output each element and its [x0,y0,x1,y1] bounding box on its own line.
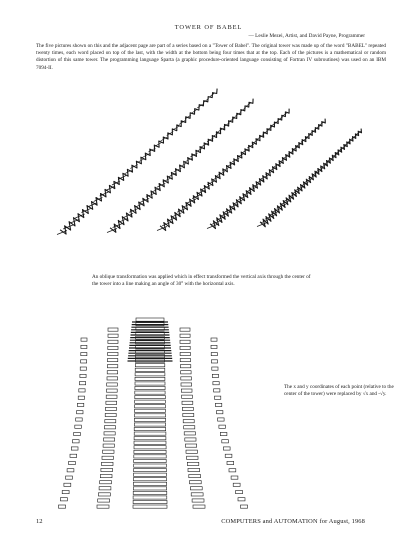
sqrt-tower-segment [225,454,232,457]
sqrt-tower-segment [181,383,192,386]
sqrt-tower-segment [190,481,202,484]
sqrt-tower-segment [75,425,82,428]
oblique-glyph-mark [196,148,203,152]
sqrt-tower-segment [105,420,116,423]
sqrt-tower-segment [133,505,167,508]
sqrt-tower-segment [106,395,117,398]
sqrt-tower-segment [212,374,218,377]
sqrt-tower-segment [81,360,87,363]
sqrt-tower-segment [106,407,117,410]
sqrt-tower-segment [184,426,195,429]
oblique-glyph-mark [252,140,258,144]
sqrt-tower-segment [135,382,165,385]
oblique-glyph-mark [237,153,244,157]
sqrt-tower-segment [134,446,166,449]
sqrt-tower-segment [59,505,66,508]
sqrt-tower-segment [101,468,113,471]
sqrt-tower-segment [217,411,223,414]
sqrt-tower-segment [73,440,80,443]
sqrt-tower-segment [215,396,221,399]
sqrt-tower-segment [181,389,192,392]
sqrt-tower-segment [133,487,166,490]
sqrt-tower-segment [99,487,111,490]
sqrt-tower-segment [187,456,198,459]
sqrt-tower-segment [134,469,167,472]
sqrt-tower-segment [69,461,76,464]
sqrt-tower-segment [133,496,167,499]
sqrt-tower-segment [98,499,110,502]
intro-paragraph: The five pictures shown on this and the adjacent page are part of a series based on a "Tower of Babel". The original tower was made up of the word "BABEL" repeated twenty times, each word placed on top of the last, with the width at the bottom being four times that at the top. Each of the pictures is a mathematical or random distortion of this same tower. The programming language Sparta (a graphic procedure-oriented language consisting of Fortran IV subroutines) was used on an IBM 7094-II. [36,43,386,71]
sqrt-tower-segment [134,418,165,421]
sqrt-tower-segment [211,338,217,341]
sqrt-tower-segment [81,353,87,356]
sqrt-tower-segment [222,440,229,443]
sqrt-tower-segment [135,377,165,380]
sqrt-tower-segment [241,505,248,508]
sqrt-tower-segment [188,468,200,471]
sqrt-tower-segment [238,498,245,501]
sqrt-tower-segment [102,456,113,459]
sqrt-tower-segment [133,482,166,485]
sqrt-tower-segment [108,346,118,349]
sqrt-tower-segment [134,455,166,458]
sqrt-tower-segment [135,414,166,417]
sqrt-tower-segment [107,365,117,368]
sqrt-tower-segment [180,340,190,343]
sqrt-tower-segment [192,499,204,502]
sqrt-tower-segment [134,459,167,462]
sqrt-tower-segment [134,437,166,440]
sqrt-tower-segment [98,493,110,496]
sqrt-tower-segment [184,432,195,435]
sqrt-tower-segment [107,389,118,392]
oblique-tower-illustration [57,89,362,235]
sqrt-tower-segment [182,401,193,404]
sqrt-tower-segment [108,352,118,355]
sqrt-tower-segment [107,371,118,374]
sqrt-tower-segment [182,407,193,410]
sqrt-tower-segment [183,413,194,416]
caption-oblique: An oblique transformation was applied which in effect transformed the vertical axis through the center of the tower into a line making an angle of 30° with the horizontal axis. [92,274,311,288]
sqrt-tower-segment [135,368,165,371]
sqrt-tower-segment [133,478,166,481]
sqrt-tower-segment [211,345,217,348]
sqrt-tower-segment [180,328,190,331]
sqrt-tower-segment [80,367,86,370]
sqrt-tower-segment [108,340,118,343]
sqrt-tower-segment [134,450,166,453]
sqrt-tower-segment [100,475,112,478]
sqrt-tower-segment [134,428,166,431]
sqrt-tower-segment [134,464,167,467]
sqrt-tower-segment [236,491,243,494]
sqrt-tower-segment [180,346,190,349]
sqrt-tower-segment [81,345,87,348]
oblique-glyph-mark [213,133,219,137]
sqrt-tower-segment [181,377,192,380]
sqrt-tower-segment [105,413,116,416]
sqrt-tower-illustration [59,318,248,508]
sqrt-tower-segment [133,491,167,494]
sqrt-tower-segment [215,403,221,406]
sqrt-tower-segment [97,505,109,508]
sqrt-tower-segment [102,462,114,465]
sqrt-tower-segment [80,374,86,377]
sqrt-tower-segment [79,382,85,385]
sqrt-tower-segment [104,426,115,429]
sqrt-tower-segment [71,447,78,450]
sqrt-tower-segment [135,400,166,403]
sqrt-tower-segment [233,483,240,486]
sqrt-tower-segment [134,423,165,426]
sqrt-tower-segment [212,367,218,370]
sqrt-tower-segment [223,447,230,450]
sqrt-tower-segment [76,418,83,421]
oblique-glyph-mark [173,126,179,130]
sqrt-tower-segment [77,411,83,414]
sqrt-tower-segment [134,441,166,444]
sqrt-tower-segment [187,462,199,465]
sqrt-tower-segment [104,432,115,435]
sqrt-tower-segment [64,483,71,486]
sqrt-tower-segment [107,383,118,386]
credits-line: — Leslie Mezei, Artist, and David Payne, Programmer [248,33,365,39]
oblique-glyph-mark [155,143,162,147]
sqrt-tower-segment [213,382,219,385]
sqrt-tower-segment [134,473,167,476]
sqrt-tower-segment [78,396,84,399]
sqrt-tower-segment [218,418,225,421]
sqrt-tower-segment [70,454,77,457]
sqrt-tower-segment [136,318,164,321]
sqrt-tower-segment [181,371,192,374]
sqrt-tower-segment [191,493,203,496]
sqrt-tower-segment [193,505,205,508]
sqrt-tower-segment [227,461,234,464]
sqrt-tower-segment [66,476,73,479]
sqrt-tower-segment [211,353,217,356]
caption-coordinates: The x and y coordinates of each point (relative to the center of the tower) were replaced by √x and -√y. [284,384,394,398]
oblique-strand [60,89,217,235]
oblique-glyph-mark [136,159,144,163]
sqrt-tower-segment [135,396,166,399]
sqrt-tower-segment [106,401,117,404]
sqrt-tower-segment [229,469,236,472]
sqrt-tower-segment [135,409,166,412]
sqrt-tower-segment [220,432,227,435]
sqrt-tower-segment [104,438,115,441]
sqrt-tower-segment [135,405,166,408]
sqrt-tower-segment [67,469,74,472]
sqrt-tower-segment [219,425,226,428]
sqrt-tower-segment [108,334,118,337]
sqrt-tower-segment [180,365,190,368]
sqrt-tower-segment [135,391,165,394]
sqrt-tower-segment [190,487,202,490]
sqrt-tower-segment [133,500,167,503]
sqrt-tower-segment [108,328,118,331]
page-title: TOWER OF BABEL [174,24,243,31]
sqrt-tower-segment [74,432,81,435]
sqrt-tower-segment [135,386,165,389]
sqrt-tower-segment [211,360,217,363]
sqrt-tower-segment [81,338,87,341]
page-number: 12 [36,518,43,525]
sqrt-tower-segment [107,377,118,380]
sqrt-tower-segment [77,403,83,406]
sqrt-tower-segment [185,444,196,447]
sqrt-tower-segment [183,420,194,423]
sqrt-tower-segment [100,481,112,484]
sqrt-tower-segment [135,373,165,376]
sqrt-tower-segment [231,476,238,479]
publication-footer: COMPUTERS and AUTOMATION for August, 1968 [221,518,365,525]
sqrt-tower-segment [186,450,197,453]
sqrt-tower-segment [182,395,193,398]
sqrt-tower-segment [180,352,190,355]
sqrt-tower-segment [108,359,118,362]
sqrt-tower-segment [214,389,220,392]
sqrt-tower-segment [60,498,67,501]
sqrt-tower-segment [180,334,190,337]
sqrt-tower-segment [103,444,114,447]
sqrt-tower-segment [185,438,196,441]
sqrt-tower-segment [135,364,165,367]
sqrt-tower-segment [79,389,85,392]
sqrt-tower-segment [62,491,69,494]
sqrt-tower-segment [180,359,190,362]
sqrt-tower-segment [134,432,166,435]
sqrt-tower-segment [189,475,201,478]
sqrt-tower-segment [103,450,114,453]
